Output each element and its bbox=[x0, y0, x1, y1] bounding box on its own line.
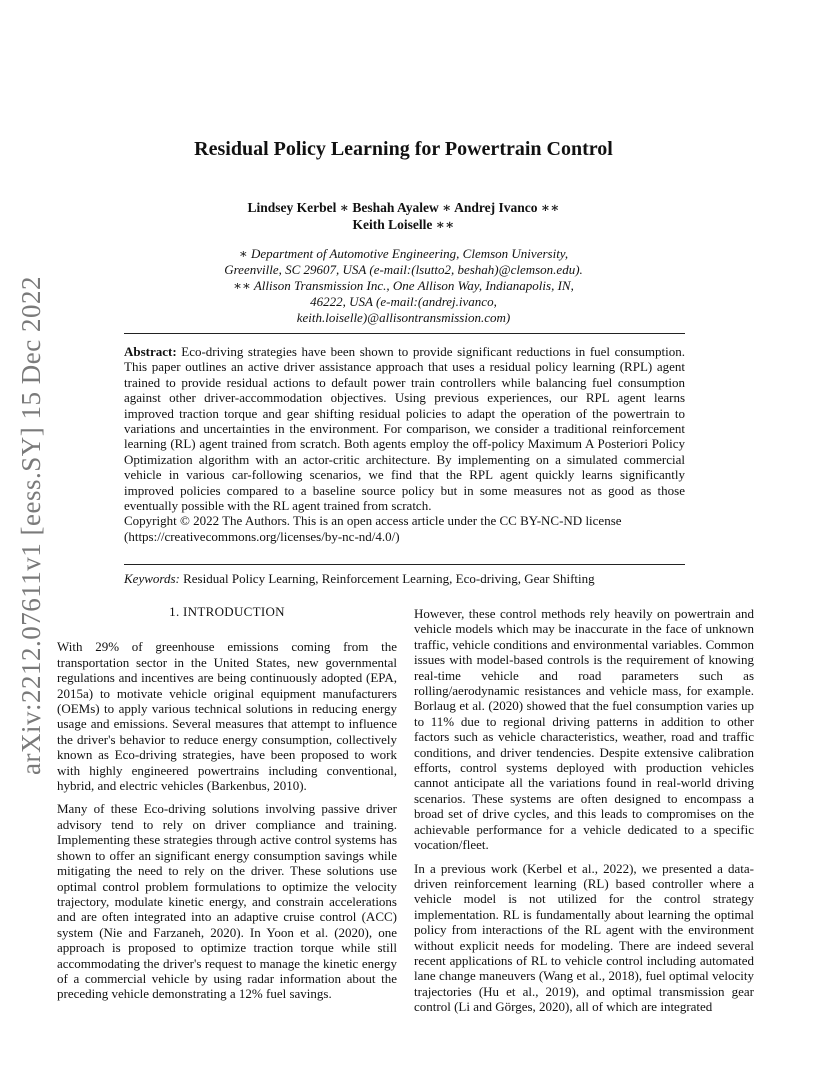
authors-line-2: Keith Loiselle ∗∗ bbox=[352, 217, 455, 232]
paragraph: With 29% of greenhouse emissions coming from the transportation sector in the United States, new governmental regulations and incentives are being continuously adopted (EPA, 2015a) to motivate vehicle original equipment manufacturers (OEMs) to apply various technical solutions in reducing energy usage and emissions. Several measures that attempt to influence the driver's behavior to reduce energy consumption, collectively known as Eco-driving strategies, have been proposed to work with highly engineered powertrains including conventional, hybrid, and electric vehicles (Barkenbus, 2010). bbox=[57, 639, 397, 794]
arxiv-identifier-text: arXiv:2212.07611v1 [eess.SY] 15 Dec 2022 bbox=[15, 275, 46, 775]
abstract-label: Abstract: bbox=[124, 344, 177, 359]
keywords-text: Residual Policy Learning, Reinforcement Learning, Eco-driving, Gear Shifting bbox=[183, 571, 595, 586]
copyright-notice: Copyright © 2022 The Authors. This is an open access article under the CC BY-NC-ND license bbox=[124, 513, 622, 529]
author-list bbox=[150, 199, 657, 233]
authors-line-1: Lindsey Kerbel ∗ Beshah Ayalew ∗ Andrej Ivanco ∗∗ bbox=[247, 200, 560, 215]
abstract-text: Eco-driving strategies have been shown to provide significant reductions in fuel consumption. This paper outlines an active driver assistance approach that uses a residual policy learning (RPL) agent trained to provide residual actions to default power train controllers while balancing fuel consumption against other driver-accommodation objectives. Using previous experiences, our RPL agent learns improved traction torque and gear shifting residual policies to adapt the operation of the powertrain to variations and uncertainties in the environment. For comparison, we consider a traditional reinforcement learning (RL) agent trained from scratch. Both agents employ the off-policy Maximum A Posteriori Policy Optimization algorithm with an actor-critic architecture. By implementing on a simulated commercial vehicle in various car-following scenarios, we find that the RPL agent quickly learns significantly improved policies compared to a baseline source policy but in some measures not as good as those eventually possible with the RL agent trained from scratch. bbox=[124, 344, 685, 514]
affiliation-line: Greenville, SC 29607, USA (e-mail:(lsutto2, beshah)@clemson.edu). bbox=[224, 262, 583, 277]
keywords bbox=[124, 571, 685, 586]
affiliation-line: keith.loiselle)@allisontransmission.com) bbox=[296, 310, 511, 325]
abstract-body bbox=[124, 344, 685, 513]
affiliation-line: ∗∗ Allison Transmission Inc., One Allison Way, Indianapolis, IN, bbox=[233, 278, 574, 293]
abstract-top-rule bbox=[124, 333, 685, 334]
paper-title: Residual Policy Learning for Powertrain Control bbox=[194, 138, 613, 160]
affiliation-line: ∗ Department of Automotive Engineering, Clemson University, bbox=[238, 246, 569, 261]
keywords-label: Keywords: bbox=[124, 571, 180, 586]
arxiv-identifier bbox=[8, 270, 54, 780]
paragraph: However, these control methods rely heavily on powertrain and vehicle models which may be inaccurate in the face of unknown traffic, vehicle conditions and environmental variables. Common issues with model-based controls is the requirement of knowing real-time vehicle and road parameters such as rolling/aerodynamic resistances and vehicle mass, for example. Borlaug et al. (2020) showed that the fuel consumption varies up to 11% due to regional driving patterns in addition to other factors such as vehicle characteristics, weather, road and traffic conditions, and driver tendencies. Despite extensive calibration efforts, control systems deployed with production vehicles cannot anticipate all the variations found in real-world driving scenarios. These systems are often designed to encompass a broad set of drive cycles, and this leads to compromises on the achievable performance for a vehicle dedicated to a specific vocation/fleet. bbox=[414, 606, 754, 853]
section-heading: 1. INTRODUCTION bbox=[169, 604, 285, 619]
paragraph: In a previous work (Kerbel et al., 2022), we presented a data-driven reinforcement learning (RL) based controller where a vehicle model is not utilized for the control strategy implementation. RL is fundamentally about learning the optimal policy from interactions of the RL agent with the environment without explicit needs for modeling. There are indeed several recent applications of RL to vehicle control including automated lane change maneuvers (Wang et al., 2018), fuel optimal velocity trajectories (Hu et al., 2019), and optimal transmission gear control (Li and Görges, 2020), all of which are integrated bbox=[414, 860, 754, 1015]
affiliations bbox=[150, 246, 657, 326]
abstract-bottom-rule bbox=[124, 564, 685, 565]
paragraph: Many of these Eco-driving solutions involving passive driver advisory tend to rely on driver compliance and training. Implementing these strategies through active control systems has shown to offer an significant energy consumption savings while mitigating the need to rely on the driver. These solutions use optimal control problem formulations to optimize the velocity trajectory, modulate kinetic energy, and constrain accelerations and are often integrated into an adaptive cruise control (ACC) system (Nie and Farzaneh, 2020). In Yoon et al. (2020), one approach is proposed to optimize traction torque while still accommodating the driver's request to manage the kinetic energy of a commercial vehicle by using radar information about the preceding vehicle demonstrating a 12% fuel savings. bbox=[57, 801, 397, 1002]
left-column bbox=[57, 604, 397, 1010]
abstract bbox=[124, 344, 685, 544]
affiliation-line: 46222, USA (e-mail:(andrej.ivanco, bbox=[310, 294, 497, 309]
license-url[interactable]: (https://creativecommons.org/licenses/by-nc-nd/4.0/) bbox=[124, 528, 400, 544]
right-column bbox=[414, 606, 754, 1023]
